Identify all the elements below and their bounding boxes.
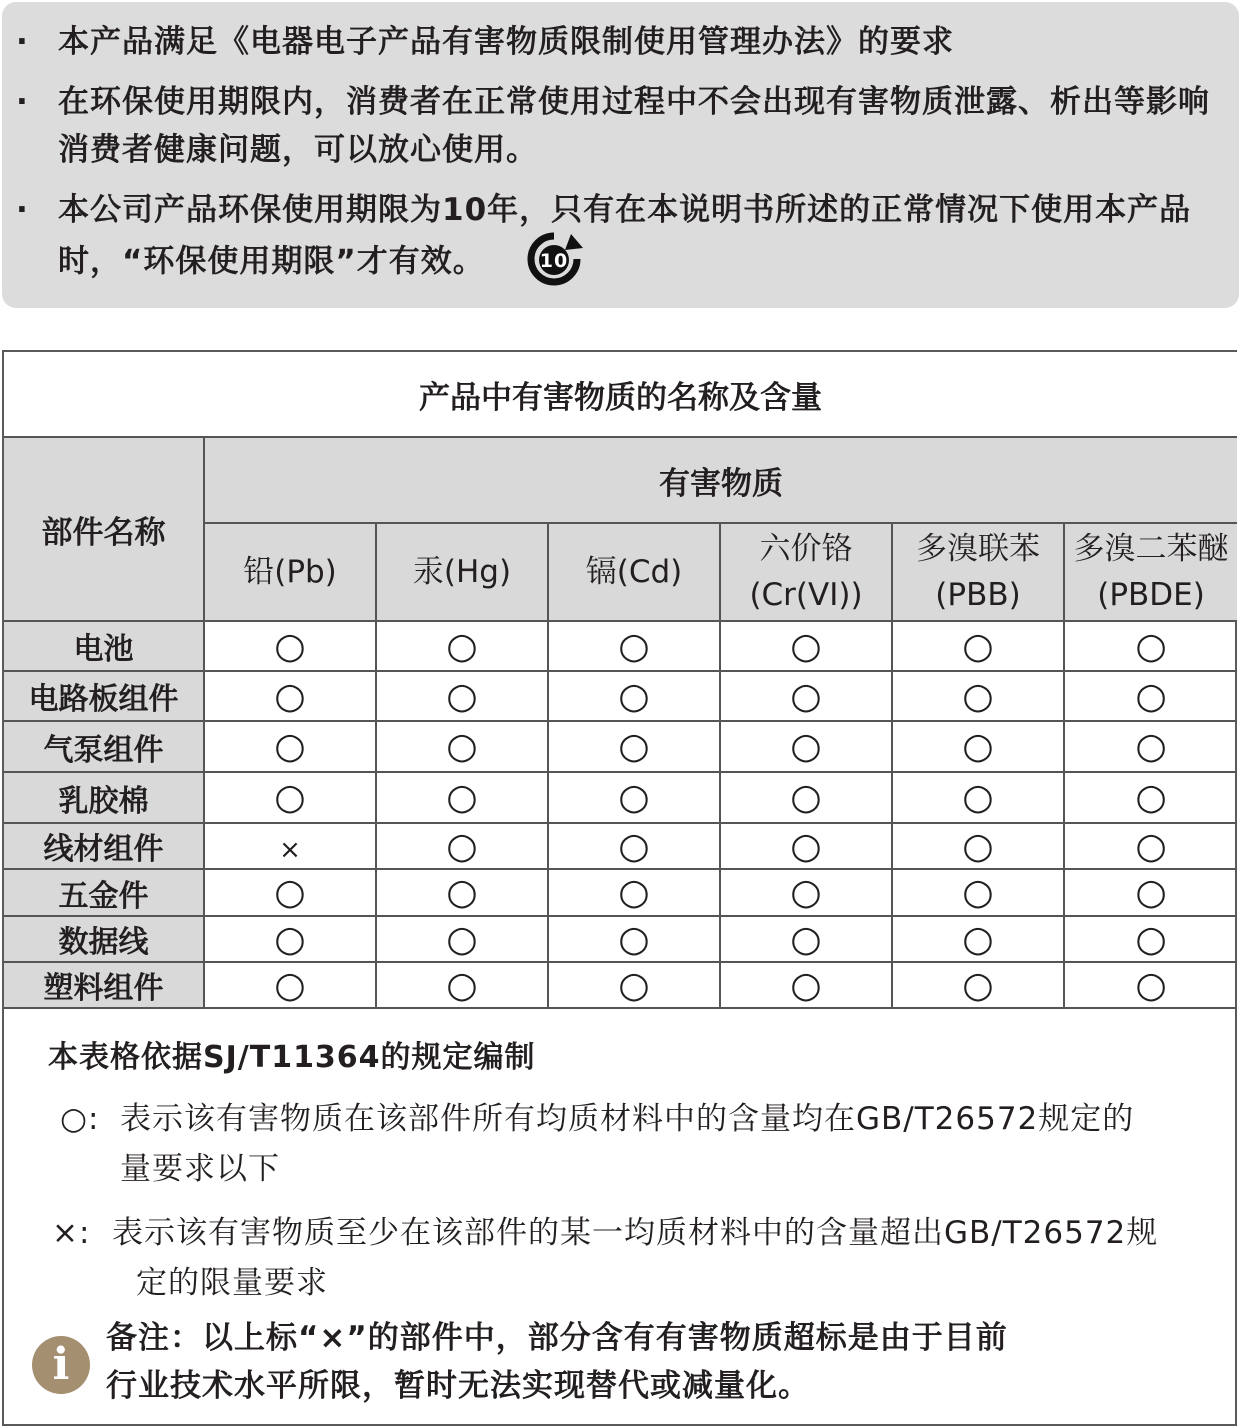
bullet-dot: · — [16, 84, 29, 120]
substance-header: 有害物质 — [204, 437, 1237, 523]
hazardous-substance-table-box — [2, 350, 1237, 1426]
substance-value-cell — [204, 621, 376, 671]
substance-column-header — [204, 523, 376, 621]
column-header-line2: (PBB) — [935, 577, 1021, 613]
circle-mark: ○ — [962, 872, 994, 913]
legend-circle-symbol: ○: — [60, 1101, 100, 1137]
epup-10-icon — [525, 230, 583, 288]
substance-value-cell — [548, 772, 720, 823]
circle-mark: ○ — [1135, 964, 1167, 1006]
legend-circle-line2: 量要求以下 — [120, 1151, 280, 1187]
table-row — [4, 772, 1237, 823]
remark — [32, 1314, 1008, 1410]
remark-line1: 备注：以上标“×”的部件中，部分含有有害物质超标是由于目前 — [106, 1320, 1008, 1356]
info-icon: i — [32, 1336, 90, 1394]
circle-mark: ○ — [274, 726, 306, 767]
circle-mark: ○ — [790, 726, 822, 767]
circle-mark: ○ — [790, 872, 822, 913]
substance-value-cell — [1064, 823, 1237, 869]
substance-value-cell — [204, 962, 376, 1008]
substance-value-cell — [376, 823, 548, 869]
substance-value-cell — [892, 621, 1064, 671]
cross-mark: × — [279, 834, 301, 865]
legend-circle — [60, 1094, 1134, 1194]
circle-mark: ○ — [1135, 625, 1167, 667]
circle-mark: ○ — [274, 872, 306, 913]
table-row — [4, 869, 1237, 916]
table-row — [4, 621, 1237, 671]
circle-mark: ○ — [962, 964, 994, 1006]
circle-mark: ○ — [618, 777, 650, 818]
substance-value-cell — [892, 823, 1064, 869]
circle-mark: ○ — [446, 918, 478, 960]
substance-value-cell — [548, 671, 720, 721]
table-row — [4, 823, 1237, 869]
substance-value-cell — [720, 869, 892, 916]
remark-text — [106, 1314, 1008, 1410]
substance-value-cell — [720, 916, 892, 962]
substance-value-cell — [720, 621, 892, 671]
circle-mark: ○ — [962, 726, 994, 767]
substance-column-header — [376, 523, 548, 621]
substance-value-cell — [1064, 916, 1237, 962]
circle-mark: ○ — [618, 918, 650, 960]
notice-text-3 — [58, 186, 1213, 292]
table-row — [4, 671, 1237, 721]
circle-mark: ○ — [1135, 825, 1167, 867]
part-name-cell: 线材组件 — [4, 823, 204, 869]
substance-value-cell — [548, 823, 720, 869]
substance-value-cell — [548, 962, 720, 1008]
circle-mark: ○ — [790, 964, 822, 1006]
substance-value-cell — [548, 869, 720, 916]
bullet-dot: · — [16, 192, 29, 228]
circle-mark: ○ — [618, 726, 650, 767]
part-name-cell: 五金件 — [4, 869, 204, 916]
substance-value-cell — [204, 916, 376, 962]
circle-mark: ○ — [1135, 872, 1167, 913]
legend-cross-line2: 定的限量要求 — [136, 1265, 328, 1301]
circle-mark: ○ — [446, 777, 478, 818]
circle-mark: ○ — [790, 918, 822, 960]
substance-value-cell — [892, 869, 1064, 916]
circle-mark: ○ — [962, 918, 994, 960]
substance-value-cell — [376, 916, 548, 962]
substance-value-cell — [548, 621, 720, 671]
substance-value-cell — [376, 721, 548, 772]
circle-mark: ○ — [618, 625, 650, 667]
hazardous-substance-table — [4, 352, 1237, 1009]
table-caption: 产品中有害物质的名称及含量 — [4, 352, 1237, 437]
substance-value-cell — [1064, 869, 1237, 916]
notice-text-2: 在环保使用期限内，消费者在正常使用过程中不会出现有害物质泄露、析出等影响消费者健康问题，可以放心使用。 — [58, 84, 1210, 168]
substance-value-cell — [1064, 962, 1237, 1008]
part-name-cell: 气泵组件 — [4, 721, 204, 772]
circle-mark: ○ — [446, 726, 478, 767]
circle-mark: ○ — [274, 964, 306, 1006]
substance-value-cell — [720, 772, 892, 823]
substance-column-header — [892, 523, 1064, 621]
substance-value-cell — [204, 671, 376, 721]
notice-bullet-1 — [16, 18, 1213, 66]
part-name-cell: 电池 — [4, 621, 204, 671]
circle-mark: ○ — [274, 777, 306, 818]
circle-mark: ○ — [618, 964, 650, 1006]
circle-mark: ○ — [962, 777, 994, 818]
circle-mark: ○ — [962, 625, 994, 667]
epup-number: 10 — [539, 250, 568, 272]
column-header-line1: 六价铬 — [759, 531, 853, 567]
circle-mark: ○ — [962, 675, 994, 717]
legend-cross — [52, 1208, 1158, 1308]
column-header-line1: 多溴联苯 — [916, 531, 1040, 567]
notice-panel — [2, 2, 1239, 308]
substance-value-cell — [376, 869, 548, 916]
circle-mark: ○ — [962, 825, 994, 867]
substance-value-cell — [1064, 721, 1237, 772]
legend-circle-line1: 表示该有害物质在该部件所有均质材料中的含量均在GB/T26572规定的 — [120, 1101, 1135, 1137]
column-header-line2: (PBDE) — [1097, 577, 1205, 613]
substance-value-cell — [892, 916, 1064, 962]
column-header-line1: 汞(Hg) — [412, 554, 512, 590]
circle-mark: ○ — [274, 675, 306, 717]
notice-bullet-2 — [16, 78, 1213, 174]
circle-mark: ○ — [1135, 675, 1167, 717]
circle-mark: ○ — [274, 625, 306, 667]
table-row — [4, 962, 1237, 1008]
column-header-line1: 铅(Pb) — [243, 554, 337, 590]
circle-mark: ○ — [446, 964, 478, 1006]
substance-value-cell — [204, 823, 376, 869]
circle-mark: ○ — [790, 625, 822, 667]
table-row — [4, 721, 1237, 772]
substance-value-cell — [204, 772, 376, 823]
substance-value-cell — [892, 772, 1064, 823]
part-name-header: 部件名称 — [4, 437, 204, 621]
substance-value-cell — [204, 721, 376, 772]
substance-value-cell — [1064, 772, 1237, 823]
circle-mark: ○ — [790, 825, 822, 867]
substance-value-cell — [204, 869, 376, 916]
substance-value-cell — [376, 962, 548, 1008]
column-header-line2: (Cr(VI)) — [749, 577, 863, 613]
substance-value-cell — [720, 671, 892, 721]
circle-mark: ○ — [1135, 918, 1167, 960]
notice-bullet-3 — [16, 186, 1213, 292]
substance-value-cell — [892, 962, 1064, 1008]
table-row — [4, 916, 1237, 962]
part-name-cell: 乳胶棉 — [4, 772, 204, 823]
substance-value-cell — [548, 916, 720, 962]
substance-value-cell — [376, 671, 548, 721]
circle-mark: ○ — [790, 675, 822, 717]
bullet-dot: · — [16, 24, 29, 60]
substance-value-cell — [1064, 671, 1237, 721]
substance-column-header — [720, 523, 892, 621]
substance-value-cell — [548, 721, 720, 772]
substance-column-header — [548, 523, 720, 621]
substance-value-cell — [720, 823, 892, 869]
part-name-cell: 电路板组件 — [4, 671, 204, 721]
notes-title: 本表格依据SJ/T11364的规定编制 — [48, 1040, 536, 1075]
circle-mark: ○ — [618, 675, 650, 717]
circle-mark: ○ — [446, 625, 478, 667]
substance-column-header — [1064, 523, 1237, 621]
circle-mark: ○ — [446, 872, 478, 913]
column-header-line1: 多溴二苯醚 — [1073, 531, 1229, 567]
circle-mark: ○ — [1135, 726, 1167, 767]
circle-mark: ○ — [446, 675, 478, 717]
circle-mark: ○ — [274, 918, 306, 960]
substance-value-cell — [720, 721, 892, 772]
notice-text-3-content: 本公司产品环保使用期限为10年，只有在本说明书所述的正常情况下使用本产品时，“环保使用期限”才有效。 — [58, 192, 1192, 280]
column-header-line1: 镉(Cd) — [585, 554, 683, 590]
notice-text-1: 本产品满足《电器电子产品有害物质限制使用管理办法》的要求 — [58, 24, 954, 60]
part-name-cell: 塑料组件 — [4, 962, 204, 1008]
circle-mark: ○ — [790, 777, 822, 818]
substance-value-cell — [1064, 621, 1237, 671]
remark-line2: 行业技术水平所限，暂时无法实现替代或减量化。 — [106, 1368, 810, 1404]
circle-mark: ○ — [1135, 777, 1167, 818]
substance-value-cell — [376, 621, 548, 671]
substance-value-cell — [376, 772, 548, 823]
part-name-cell: 数据线 — [4, 916, 204, 962]
substance-value-cell — [892, 671, 1064, 721]
substance-value-cell — [720, 962, 892, 1008]
substance-value-cell — [892, 721, 1064, 772]
legend-cross-symbol: ×: — [52, 1215, 91, 1251]
circle-mark: ○ — [618, 872, 650, 913]
legend-cross-line1: 表示该有害物质至少在该部件的某一均质材料中的含量超出GB/T26572规 — [112, 1215, 1159, 1251]
circle-mark: ○ — [446, 825, 478, 867]
circle-mark: ○ — [618, 825, 650, 867]
